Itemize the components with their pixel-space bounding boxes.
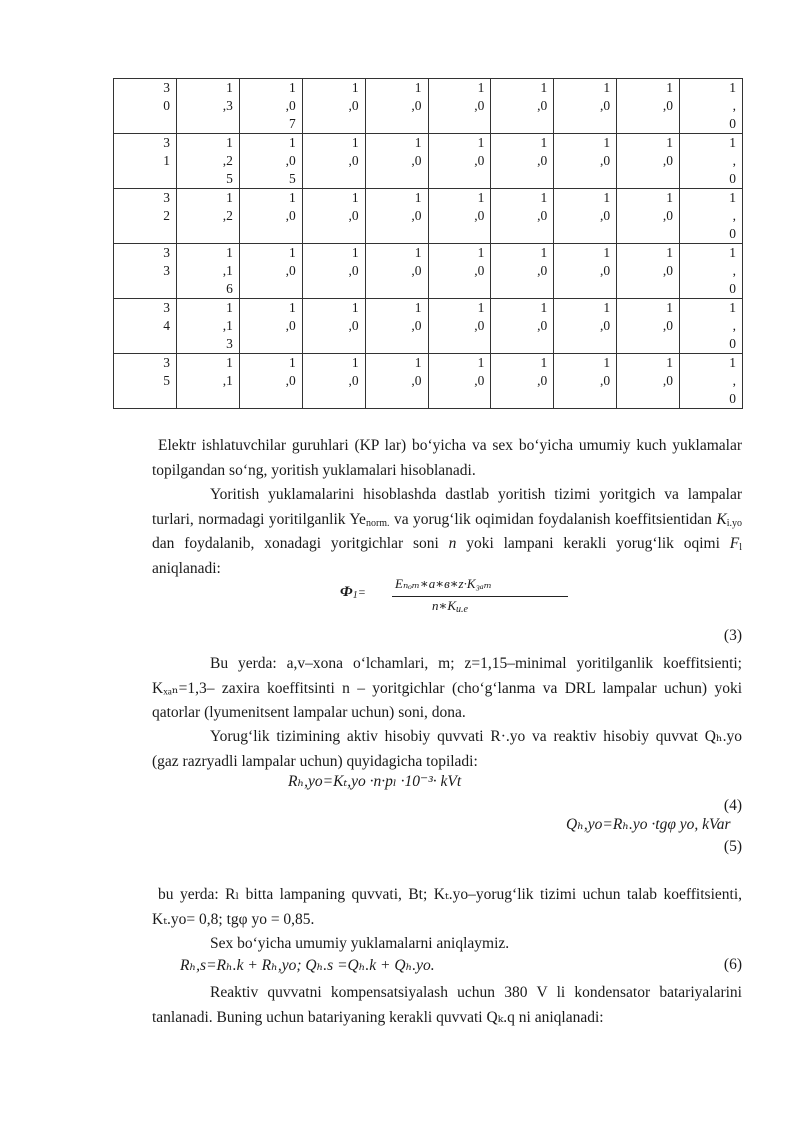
lhs-equals: = bbox=[357, 585, 366, 599]
table-cell bbox=[365, 244, 428, 299]
table-row bbox=[114, 244, 743, 299]
cell-line: , bbox=[732, 208, 736, 223]
cell-line: ,0 bbox=[537, 208, 548, 223]
cell-line: 1 bbox=[351, 80, 359, 95]
table-cell bbox=[114, 79, 177, 134]
cell-line: , bbox=[732, 318, 736, 333]
cell-line: 1 bbox=[540, 190, 548, 205]
table-cell bbox=[680, 299, 743, 354]
p2-part-f: yoki lampani kerakli yorug‘lik oqimi bbox=[456, 535, 730, 553]
paragraph-power bbox=[152, 725, 742, 774]
formula-luminous-flux bbox=[340, 576, 540, 626]
formula-numerator: Еₙₒₘ∗а∗в∗z·K₃ₐₘ bbox=[395, 576, 492, 591]
table-cell bbox=[428, 189, 491, 244]
equation-number-5: (5) bbox=[723, 838, 742, 855]
cell-line: 1 bbox=[603, 135, 611, 150]
cell-line: 1 bbox=[226, 135, 233, 150]
table-cell bbox=[302, 299, 365, 354]
cell-line: 0 bbox=[729, 171, 736, 186]
cell-line: 1 bbox=[226, 190, 233, 205]
cell-line: 1 bbox=[477, 135, 485, 150]
cell-line: 5 bbox=[226, 171, 233, 186]
p2-sub-k: i.yo bbox=[726, 517, 742, 529]
cell-line: 3 bbox=[163, 190, 170, 205]
cell-line: ,0 bbox=[537, 318, 548, 333]
table-cell bbox=[617, 134, 680, 189]
table-cell bbox=[302, 244, 365, 299]
cell-line: ,0 bbox=[285, 373, 296, 388]
cell-line: ,0 bbox=[348, 208, 359, 223]
table-cell bbox=[177, 299, 240, 354]
cell-line: 1 bbox=[289, 355, 296, 370]
cell-line: ,0 bbox=[411, 373, 422, 388]
table-cell bbox=[554, 244, 617, 299]
cell-line: 0 bbox=[729, 226, 736, 241]
cell-line: 1 bbox=[729, 190, 736, 205]
cell-line: ,0 bbox=[474, 318, 485, 333]
cell-line: ,0 bbox=[662, 263, 673, 278]
cell-line: 5 bbox=[289, 171, 296, 186]
cell-line: 1 bbox=[414, 80, 422, 95]
cell-line: ,0 bbox=[348, 98, 359, 113]
table-cell bbox=[302, 134, 365, 189]
table-cell bbox=[365, 134, 428, 189]
cell-line: 7 bbox=[289, 116, 296, 131]
cell-line: ,0 bbox=[411, 98, 422, 113]
table-cell bbox=[680, 79, 743, 134]
cell-line: 3 bbox=[163, 300, 170, 315]
table-cell bbox=[554, 354, 617, 409]
cell-line: 0 bbox=[729, 391, 736, 406]
table-cell bbox=[554, 189, 617, 244]
paragraph-where-3 bbox=[152, 652, 742, 726]
cell-line: 1 bbox=[540, 300, 548, 315]
equation-number-6: (6) bbox=[723, 956, 742, 973]
cell-line: 1 bbox=[414, 355, 422, 370]
cell-line: ,0 bbox=[662, 208, 673, 223]
formula-lhs bbox=[340, 584, 366, 601]
cell-line: 1 bbox=[414, 135, 422, 150]
p2-part-h: aniqlanadi: bbox=[152, 559, 221, 577]
table-cell bbox=[365, 354, 428, 409]
cell-line: 1 bbox=[226, 80, 233, 95]
cell-line: 1 bbox=[414, 245, 422, 260]
equation-number-4: (4) bbox=[723, 797, 742, 814]
paragraph-intro bbox=[152, 434, 742, 483]
table-cell bbox=[365, 79, 428, 134]
p2-part-b: va yorug‘lik oqimidan foydalanish koeffitsientidan bbox=[389, 510, 717, 528]
p2-f: F bbox=[729, 535, 740, 553]
table-cell bbox=[617, 189, 680, 244]
cell-line: 1 bbox=[729, 80, 736, 95]
paragraph-shop-loads-text: Sex bo‘yicha umumiy yuklamalarni aniqlaymiz. bbox=[210, 935, 510, 952]
cell-line: 3 bbox=[226, 336, 233, 351]
cell-line: 0 bbox=[163, 98, 170, 113]
formula-active-power: Rₕ,yo=Kₜ,yo ·n·pₗ ·10⁻³· kVt bbox=[288, 773, 462, 790]
cell-line: 0 bbox=[729, 281, 736, 296]
cell-line: 1 bbox=[226, 300, 233, 315]
p2-part-d: dan foydalanib, xonadagi yoritgichlar soni bbox=[152, 535, 449, 553]
cell-line: 1 bbox=[477, 300, 485, 315]
table-row bbox=[114, 189, 743, 244]
table-cell bbox=[428, 134, 491, 189]
cell-line: 1 bbox=[540, 245, 548, 260]
cell-line: 1 bbox=[163, 153, 170, 168]
cell-line: 1 bbox=[540, 80, 548, 95]
table-cell bbox=[491, 134, 554, 189]
lhs-symbol: Ф bbox=[340, 584, 353, 600]
table-cell bbox=[428, 354, 491, 409]
cell-line: 3 bbox=[163, 135, 170, 150]
cell-line: ,0 bbox=[474, 263, 485, 278]
p2-sub-f: l bbox=[739, 542, 742, 554]
cell-line: ,0 bbox=[600, 208, 611, 223]
cell-line: 1 bbox=[540, 135, 548, 150]
table-cell bbox=[680, 244, 743, 299]
cell-line: ,0 bbox=[537, 263, 548, 278]
table-cell bbox=[428, 244, 491, 299]
paragraph-compensation bbox=[152, 981, 742, 1030]
cell-line: 5 bbox=[163, 373, 170, 388]
p2-k: K bbox=[716, 510, 727, 528]
table-cell bbox=[491, 79, 554, 134]
formula-denominator bbox=[432, 598, 468, 614]
table-cell bbox=[177, 244, 240, 299]
table-cell bbox=[177, 189, 240, 244]
table-cell bbox=[491, 244, 554, 299]
cell-line: 1 bbox=[477, 245, 485, 260]
cell-line: 1 bbox=[729, 245, 736, 260]
cell-line: 1 bbox=[289, 190, 296, 205]
cell-line: 1 bbox=[603, 245, 611, 260]
cell-line: ,0 bbox=[600, 318, 611, 333]
formula-shop-totals: Rₕ,s=Rₕ.k + Rₕ,yo; Qₕ.s =Qₕ.k + Qₕ.yo. bbox=[180, 957, 435, 974]
cell-line: 3 bbox=[163, 263, 170, 278]
table-cell bbox=[680, 134, 743, 189]
cell-line: ,0 bbox=[285, 263, 296, 278]
cell-line: 1 bbox=[666, 355, 673, 370]
cell-line: ,0 bbox=[411, 318, 422, 333]
table-cell bbox=[114, 299, 177, 354]
cell-line: ,0 bbox=[285, 208, 296, 223]
cell-line: ,0 bbox=[537, 373, 548, 388]
table-cell bbox=[114, 244, 177, 299]
cell-line: 1 bbox=[351, 355, 359, 370]
cell-line: ,0 bbox=[348, 263, 359, 278]
cell-line: 2 bbox=[163, 208, 170, 223]
paragraph-compensation-text: Reaktiv quvvatni kompensatsiyalash uchun 380 V li kondensator batariyalarini tanlanadi. Buning uchun batariyaning kerakli quvvati Qₖ.q ni aniqlanadi: bbox=[152, 984, 742, 1026]
cell-line: , bbox=[732, 373, 736, 388]
cell-line: ,0 bbox=[600, 263, 611, 278]
cell-line: , bbox=[732, 263, 736, 278]
table-cell bbox=[114, 354, 177, 409]
cell-line: 1 bbox=[414, 300, 422, 315]
cell-line: 1 bbox=[351, 190, 359, 205]
table-cell bbox=[428, 299, 491, 354]
paragraph-lighting bbox=[152, 483, 742, 581]
lhs-sub: 1 bbox=[352, 590, 358, 601]
cell-line: 3 bbox=[163, 355, 170, 370]
table-cell bbox=[239, 299, 302, 354]
coefficient-table-body bbox=[114, 79, 743, 409]
equation-number-3: (3) bbox=[723, 627, 742, 644]
paragraph-where-5-text: bu yerda: Rₗ bitta lampaning quvvati, Bt; Kₜ.yo–yorug‘lik tizimi uchun talab koeffitsienti, Kₜ.yo= 0,8; tgφ yo = 0,85. bbox=[152, 886, 742, 928]
p2-part-a: Yoritish yuklamalarini hisoblashda dastlab yoritish tizimi yoritgich va lampalar turlari, normadagi yoritilganlik Ye bbox=[152, 486, 742, 528]
cell-line: ,1 bbox=[222, 318, 233, 333]
cell-line: ,0 bbox=[662, 153, 673, 168]
cell-line: 1 bbox=[289, 245, 296, 260]
cell-line: ,0 bbox=[662, 373, 673, 388]
cell-line: 0 bbox=[729, 336, 736, 351]
cell-line: ,2 bbox=[222, 153, 233, 168]
table-cell bbox=[680, 189, 743, 244]
table-cell bbox=[114, 189, 177, 244]
table-cell bbox=[365, 299, 428, 354]
cell-line: 1 bbox=[666, 135, 673, 150]
table-cell bbox=[554, 299, 617, 354]
table-cell bbox=[491, 299, 554, 354]
table-cell bbox=[491, 354, 554, 409]
cell-line: 1 bbox=[414, 190, 422, 205]
cell-line: ,0 bbox=[537, 153, 548, 168]
table-cell bbox=[554, 79, 617, 134]
table-row bbox=[114, 299, 743, 354]
cell-line: ,0 bbox=[411, 153, 422, 168]
table-cell bbox=[617, 79, 680, 134]
p2-sub-norm: norm. bbox=[365, 517, 390, 529]
cell-line: ,0 bbox=[474, 373, 485, 388]
table-cell bbox=[617, 244, 680, 299]
cell-line: ,0 bbox=[348, 373, 359, 388]
paragraph-where-5 bbox=[152, 883, 742, 932]
cell-line: ,0 bbox=[474, 208, 485, 223]
paragraph-power-text: Yorug‘lik tizimining aktiv hisobiy quvvati R·.yo va reaktiv hisobiy quvvat Qₕ.yo (gaz razryadli lampalar uchun) quyidagicha topiladi: bbox=[152, 728, 742, 770]
cell-line: 1 bbox=[226, 355, 233, 370]
cell-line: 1 bbox=[603, 190, 611, 205]
cell-line: 4 bbox=[163, 318, 170, 333]
cell-line: ,0 bbox=[348, 153, 359, 168]
table-cell bbox=[491, 189, 554, 244]
table-cell bbox=[302, 354, 365, 409]
cell-line: 1 bbox=[666, 80, 673, 95]
cell-line: , bbox=[732, 98, 736, 113]
p2-n: n bbox=[448, 535, 457, 553]
cell-line: ,0 bbox=[285, 153, 296, 168]
cell-line: , bbox=[732, 153, 736, 168]
cell-line: 6 bbox=[226, 281, 233, 296]
table-cell bbox=[302, 79, 365, 134]
table-cell bbox=[680, 354, 743, 409]
cell-line: 1 bbox=[351, 245, 359, 260]
table-cell bbox=[177, 134, 240, 189]
table-cell bbox=[177, 354, 240, 409]
table-cell bbox=[114, 134, 177, 189]
cell-line: 1 bbox=[289, 300, 296, 315]
cell-line: 1 bbox=[603, 300, 611, 315]
table-cell bbox=[239, 354, 302, 409]
cell-line: 3 bbox=[163, 245, 170, 260]
cell-line: 1 bbox=[540, 355, 548, 370]
cell-line: 1 bbox=[666, 245, 673, 260]
table-row bbox=[114, 134, 743, 189]
cell-line: 1 bbox=[666, 190, 673, 205]
formula-reactive-power: Qₕ,yo=Rₕ.yo ·tgφ yo, kVar bbox=[566, 816, 731, 833]
cell-line: 1 bbox=[477, 80, 485, 95]
coefficient-table bbox=[113, 78, 743, 409]
cell-line: ,0 bbox=[600, 153, 611, 168]
cell-line: ,0 bbox=[285, 318, 296, 333]
paragraph-intro-text: Elektr ishlatuvchilar guruhlari (KP lar) bo‘yicha va sex bo‘yicha umumiy kuch yuklamalar topilgandan so‘ng, yoritish yuklamalari hisoblanadi. bbox=[152, 437, 742, 479]
cell-line: 1 bbox=[729, 300, 736, 315]
cell-line: ,1 bbox=[222, 373, 233, 388]
cell-line: 1 bbox=[351, 135, 359, 150]
cell-line: ,0 bbox=[285, 98, 296, 113]
fraction-bar bbox=[392, 596, 568, 597]
cell-line: 1 bbox=[226, 245, 233, 260]
cell-line: ,1 bbox=[222, 263, 233, 278]
cell-line: ,0 bbox=[537, 98, 548, 113]
cell-line: 1 bbox=[477, 355, 485, 370]
denominator-sub: u.e bbox=[456, 604, 468, 615]
table-row bbox=[114, 354, 743, 409]
cell-line: ,0 bbox=[411, 263, 422, 278]
cell-line: ,0 bbox=[662, 318, 673, 333]
cell-line: 1 bbox=[603, 355, 611, 370]
cell-line: ,0 bbox=[474, 98, 485, 113]
table-cell bbox=[617, 299, 680, 354]
cell-line: ,0 bbox=[662, 98, 673, 113]
cell-line: 1 bbox=[729, 355, 736, 370]
cell-line: 3 bbox=[163, 80, 170, 95]
denominator-main: n∗K bbox=[432, 598, 457, 613]
cell-line: 0 bbox=[729, 116, 736, 131]
paragraph-where-3-text: Bu yerda: a,v–xona o‘lchamlari, m; z=1,15–minimal yoritilganlik koeffitsienti; Kₓₐₙ=1,3– zaxira koeffitsinti n – yoritgichlar (cho‘g‘lanma va DRL lampalar uchun) yoki qatorlar (lyumenitsent lampalar uchun) soni, dona. bbox=[152, 655, 742, 722]
cell-line: ,0 bbox=[348, 318, 359, 333]
cell-line: 1 bbox=[666, 300, 673, 315]
cell-line: ,0 bbox=[411, 208, 422, 223]
cell-line: ,0 bbox=[600, 373, 611, 388]
cell-line: 1 bbox=[289, 135, 296, 150]
table-cell bbox=[302, 189, 365, 244]
table-cell bbox=[177, 79, 240, 134]
table-cell bbox=[365, 189, 428, 244]
cell-line: ,0 bbox=[600, 98, 611, 113]
cell-line: ,2 bbox=[222, 208, 233, 223]
cell-line: ,0 bbox=[474, 153, 485, 168]
table-cell bbox=[554, 134, 617, 189]
table-cell bbox=[428, 79, 491, 134]
cell-line: 1 bbox=[477, 190, 485, 205]
table-cell bbox=[617, 354, 680, 409]
table-row bbox=[114, 79, 743, 134]
table-cell bbox=[239, 244, 302, 299]
cell-line: 1 bbox=[351, 300, 359, 315]
cell-line: ,3 bbox=[222, 98, 233, 113]
table-cell bbox=[239, 79, 302, 134]
cell-line: 1 bbox=[729, 135, 736, 150]
table-cell bbox=[239, 134, 302, 189]
cell-line: 1 bbox=[289, 80, 296, 95]
cell-line: 1 bbox=[603, 80, 611, 95]
table-cell bbox=[239, 189, 302, 244]
paragraph-shop-loads bbox=[152, 932, 742, 957]
